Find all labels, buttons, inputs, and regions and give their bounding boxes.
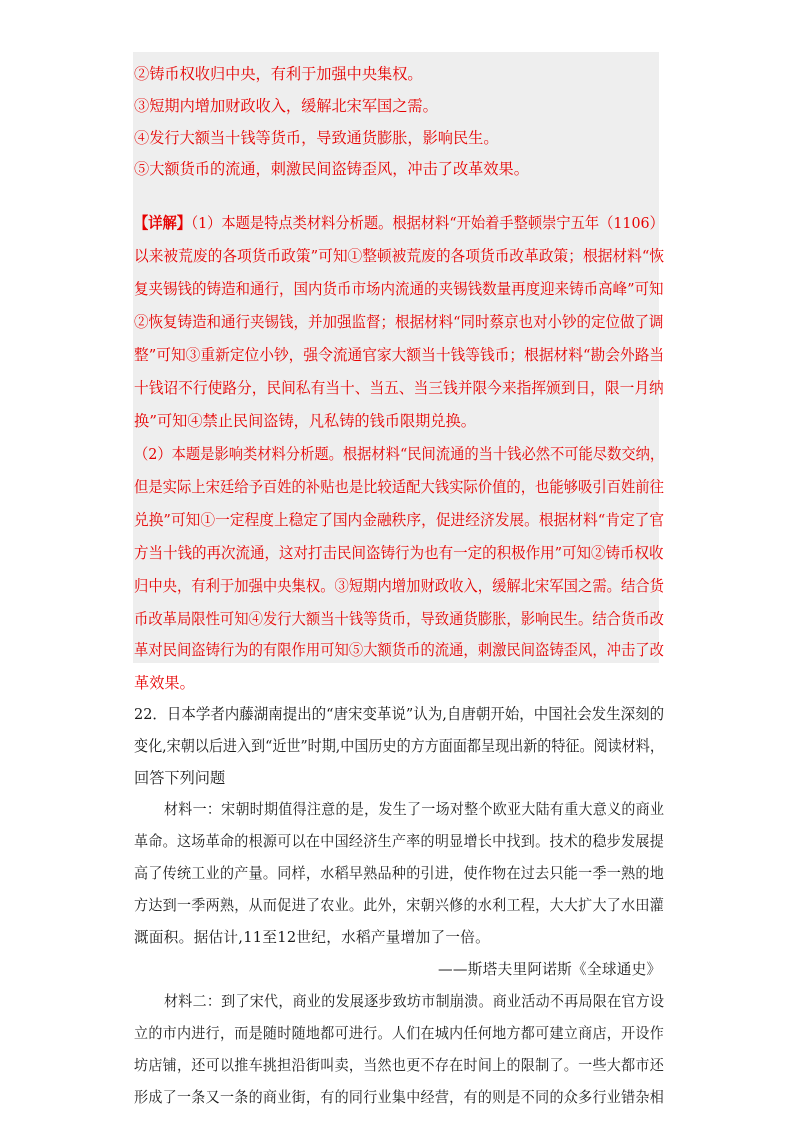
material-2-line: 坊店铺，还可以推车挑担沿街叫卖，当然也更不存在时间上的限制了。一些大都市还 <box>134 1057 665 1074</box>
material-1-source: ——斯塔夫里阿诺斯《全球通史》 <box>438 961 662 978</box>
question-22-line: 22．日本学者内藤湖南提出的“唐宋变革说”认为,自唐朝开始，中国社会发生深刻的 <box>134 705 665 723</box>
detail-line: 币改革局限性可知④发行大额当十钱等货币，导致通货膨胀，影响民生。结合货币改 <box>134 610 664 628</box>
detail-label: 【详解】 <box>134 214 191 232</box>
detail-line <box>134 213 664 233</box>
detail-line: 以来被荒废的各项货币政策”可知①整顿被荒废的各项货币改革政策；根据材料“恢 <box>134 247 665 265</box>
material-1-line: 方达到一季两熟，从而促进了农业。此外，宋朝兴修的水利工程，大大扩大了水田灌 <box>134 897 665 914</box>
material-1-line: 革命。这场革命的根源可以在中国经济生产率的明显增长中找到。技术的稳步发展提 <box>134 833 665 850</box>
detail-line: 归中央，有利于加强中央集权。③短期内增加财政收入，缓解北宋军国之需。结合货 <box>134 577 664 595</box>
detail-line: 方当十钱的再次流通，这对打击民间盗铸行为也有一定的积极作用”可知②铸币权收 <box>134 544 664 562</box>
detail-line: ②恢复铸造和通行夹锡钱，并加强监督；根据材料“同时蔡京也对小钞的定位做了调 <box>134 313 664 331</box>
detail-line: 兑换”可知①一定程度上稳定了国内金融秩序，促进经济发展。根据材料“肯定了官 <box>134 511 665 529</box>
detail-line: 革效果。 <box>134 674 195 692</box>
material-2-line: 形成了一条又一条的商业街，有的同行业集中经营，有的则是不同的众多行业错杂相 <box>134 1089 665 1106</box>
detail-line: 整”可知③重新定位小钞，强令流通官家大额当十钱等钱币；根据材料“勘会外路当 <box>134 346 665 364</box>
question-22-line: 变化,宋朝以后进入到“近世”时期,中国历史的方方面面都呈现出新的特征。阅读材料， <box>134 737 664 755</box>
detail-line: 革对民间盗铸行为的有限作用可知⑤大额货币的流通，刺激民间盗铸歪风，冲击了改 <box>134 641 664 659</box>
detail-line: （2）本题是影响类材料分析题。根据材料“民间流通的当十钱必然不可能尽数交纳， <box>134 445 665 463</box>
detail-text: （1）本题是特点类材料分析题。根据材料“开始着手整顿崇宁五年（1106） <box>190 214 664 232</box>
detail-line: 换”可知④禁止民间盗铸，凡私铸的钱币限期兑换。 <box>134 412 476 430</box>
material-1-line: 材料一：宋朝时期值得注意的是，发生了一场对整个欧亚大陆有重大意义的商业 <box>164 801 665 818</box>
answer-point-3: ③短期内增加财政收入，缓解北宋军国之需。 <box>134 97 438 115</box>
material-2-line: 立的市内进行，而是随时随地都可进行。人们在城内任何地方都可建立商店，开设作 <box>134 1025 665 1042</box>
answer-point-4: ④发行大额当十钱等货币，导致通货膨胀，影响民生。 <box>134 129 499 147</box>
material-1-line: 溉面积。据估计,11至12世纪，水稻产量增加了一倍。 <box>134 929 491 946</box>
question-22-line: 回答下列问题 <box>134 769 226 787</box>
detail-line: 但是实际上宋廷给予百姓的补贴也是比较适配大钱实际价值的，也能够吸引百姓前往 <box>134 478 664 496</box>
answer-point-5: ⑤大额货币的流通，刺激民间盗铸歪风，冲击了改革效果。 <box>134 160 529 178</box>
answer-point-2: ②铸币权收归中央，有利于加强中央集权。 <box>134 65 423 83</box>
detail-line: 十钱诏不行使路分，民间私有当十、当五、当三钱并限今来指挥颁到日，限一月纳 <box>134 379 664 397</box>
detail-line: 复夹锡钱的铸造和通行，国内货币市场内流通的夹锡钱数量再度迎来铸币高峰”可知 <box>134 280 664 298</box>
material-1-line: 高了传统工业的产量。同样，水稻早熟品种的引进，使作物在过去只能一季一熟的地 <box>134 865 665 882</box>
material-2-line: 材料二：到了宋代，商业的发展逐步致坊市制崩溃。商业活动不再局限在官方设 <box>164 993 665 1010</box>
